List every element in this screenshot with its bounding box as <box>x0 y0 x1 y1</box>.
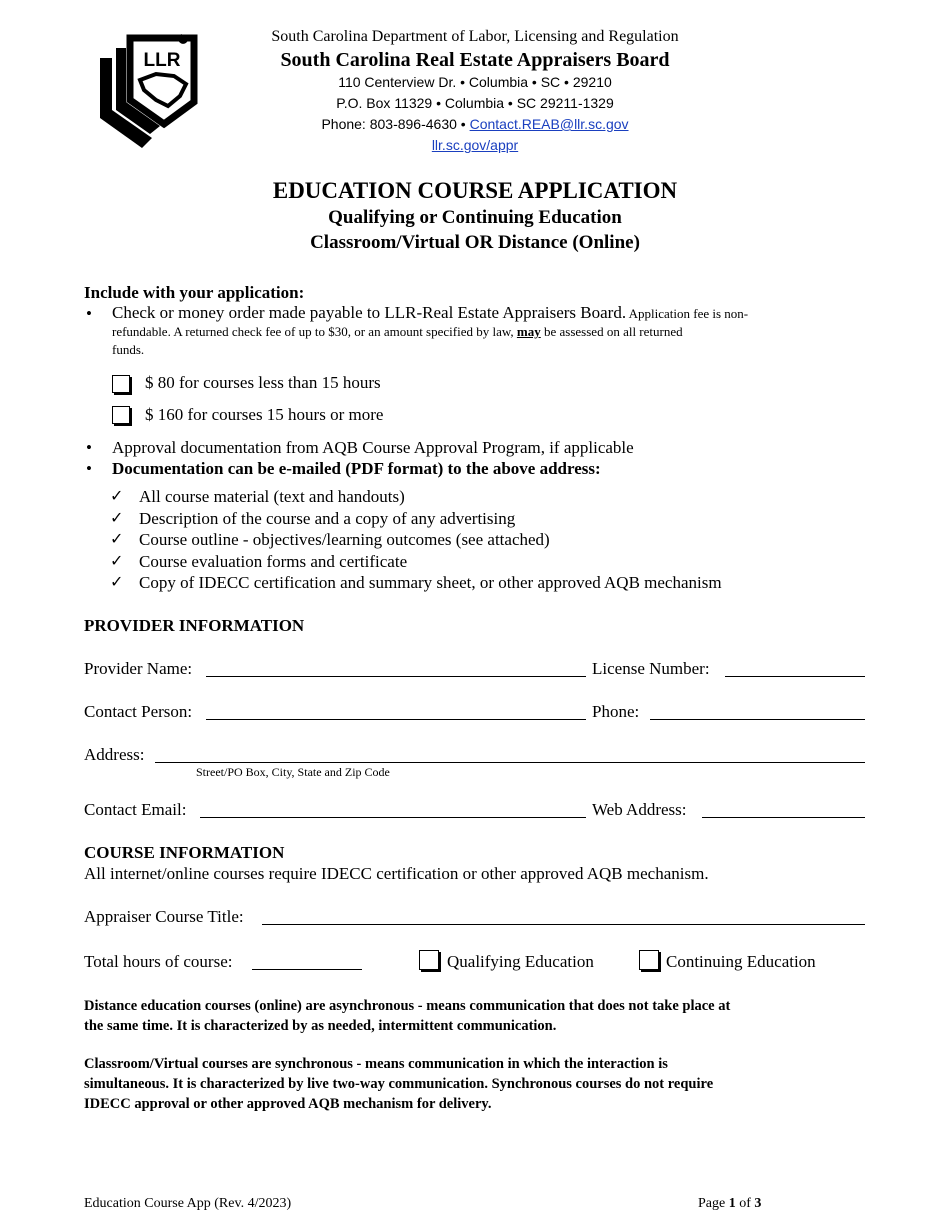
address-field[interactable] <box>155 762 865 763</box>
qualifying-education-checkbox[interactable] <box>419 950 439 970</box>
logo-text: LLR <box>143 50 181 71</box>
address-hint: Street/PO Box, City, State and Zip Code <box>196 765 390 779</box>
fee-instructions <box>112 304 852 323</box>
page-indicator <box>698 1196 761 1212</box>
provider-heading: PROVIDER INFORMATION <box>84 616 305 635</box>
continuing-education-label: Continuing Education <box>666 952 816 971</box>
phone-text: Phone: 803-896-4630 • <box>321 116 470 132</box>
page-current: 1 <box>728 1196 736 1211</box>
provider-name-label: Provider Name: <box>84 659 193 678</box>
email-docs-text: Documentation can be e-mailed (PDF format) to the above address: <box>112 459 601 478</box>
website-line <box>215 137 735 153</box>
contact-email-label: Contact Email: <box>84 800 187 819</box>
fee-note-line-3: funds. <box>112 342 145 357</box>
address-line-1: 110 Centerview Dr. • Columbia • SC • 29210 <box>338 74 612 90</box>
llr-logo <box>94 30 202 150</box>
contact-line <box>215 116 735 132</box>
course-title-label: Appraiser Course Title: <box>84 907 244 926</box>
contact-email-field[interactable] <box>200 817 586 818</box>
fee-note-line-2 <box>112 324 683 340</box>
department-name: South Carolina Department of Labor, Licensing and Regulation <box>271 28 679 45</box>
check-icon: ✓ <box>110 551 124 570</box>
checklist-item: Description of the course and a copy of any advertising <box>139 509 516 528</box>
license-number-field[interactable] <box>725 676 865 677</box>
fee-note-c: be assessed on all returned <box>540 324 683 339</box>
checklist-item: Copy of IDECC certification and summary sheet, or other approved AQB mechanism <box>139 573 722 592</box>
bullet-icon: • <box>86 459 92 478</box>
form-revision: Education Course App (Rev. 4/2023) <box>84 1196 292 1211</box>
fee-80-checkbox[interactable] <box>112 375 130 393</box>
checklist-item: All course material (text and handouts) <box>139 487 405 506</box>
course-title-field[interactable] <box>262 924 865 925</box>
fee-160-checkbox[interactable] <box>112 406 130 424</box>
form-subtitle-1: Qualifying or Continuing Education <box>328 207 622 228</box>
aqb-approval-text: Approval documentation from AQB Course Approval Program, if applicable <box>112 438 634 457</box>
bullet-icon: • <box>86 304 92 323</box>
classroom-line-2: simultaneous. It is characterized by live two-way communication. Synchronous courses do not require <box>84 1076 714 1092</box>
fee-80-label: $ 80 for courses less than 15 hours <box>145 373 381 392</box>
fee-note-b: refundable. A returned check fee of up to $30, or an amount specified by law, <box>112 324 517 339</box>
form-title: EDUCATION COURSE APPLICATION <box>272 178 678 203</box>
fee-160-label: $ 160 for courses 15 hours or more <box>145 405 384 424</box>
distance-line-2: the same time. It is characterized by as needed, intermittent communication. <box>84 1018 557 1034</box>
web-address-field[interactable] <box>702 817 865 818</box>
check-icon: ✓ <box>110 508 124 527</box>
total-hours-label: Total hours of course: <box>84 952 233 971</box>
phone-field[interactable] <box>650 719 865 720</box>
classroom-line-1: Classroom/Virtual courses are synchronous - means communication in which the interaction is <box>84 1056 668 1072</box>
board-name: South Carolina Real Estate Appraisers Board <box>280 49 670 71</box>
course-note: All internet/online courses require IDECC certification or other approved AQB mechanism. <box>84 864 709 883</box>
page-mid: of <box>735 1196 755 1211</box>
classroom-paragraph <box>84 1054 713 1114</box>
contact-person-label: Contact Person: <box>84 702 193 721</box>
check-icon: ✓ <box>110 486 124 505</box>
checklist-item: Course evaluation forms and certificate <box>139 552 408 571</box>
page-total: 3 <box>754 1196 762 1211</box>
check-icon: ✓ <box>110 529 124 548</box>
bullet-icon: • <box>86 438 92 457</box>
continuing-education-checkbox[interactable] <box>639 950 659 970</box>
provider-name-field[interactable] <box>206 676 586 677</box>
total-hours-field[interactable] <box>252 969 362 970</box>
phone-label: Phone: <box>592 702 640 721</box>
email-link[interactable]: Contact.REAB@llr.sc.gov <box>469 116 629 132</box>
checklist-item: Course outline - objectives/learning outcomes (see attached) <box>139 530 550 549</box>
distance-education-paragraph <box>84 996 730 1036</box>
fee-main-text: Check or money order made payable to LLR-Real Estate Appraisers Board. <box>112 303 627 322</box>
form-subtitle-2: Classroom/Virtual OR Distance (Online) <box>310 232 640 253</box>
page-prefix: Page <box>698 1196 729 1211</box>
distance-line-1: Distance education courses (online) are asynchronous - means communication that does not take place at <box>84 998 731 1014</box>
check-icon: ✓ <box>110 572 124 591</box>
fee-note-a: Application fee is non- <box>626 306 749 321</box>
course-heading: COURSE INFORMATION <box>84 843 285 862</box>
web-address-label: Web Address: <box>592 800 687 819</box>
address-line-2: P.O. Box 11329 • Columbia • SC 29211-1329 <box>336 95 614 111</box>
address-label: Address: <box>84 745 145 764</box>
license-number-label: License Number: <box>592 659 710 678</box>
contact-person-field[interactable] <box>206 719 586 720</box>
website-link[interactable]: llr.sc.gov/appr <box>431 137 519 153</box>
include-heading: Include with your application: <box>84 283 305 302</box>
classroom-line-3: IDECC approval or other approved AQB mechanism for delivery. <box>84 1096 492 1112</box>
fee-note-may: may <box>516 324 541 339</box>
qualifying-education-label: Qualifying Education <box>447 952 594 971</box>
